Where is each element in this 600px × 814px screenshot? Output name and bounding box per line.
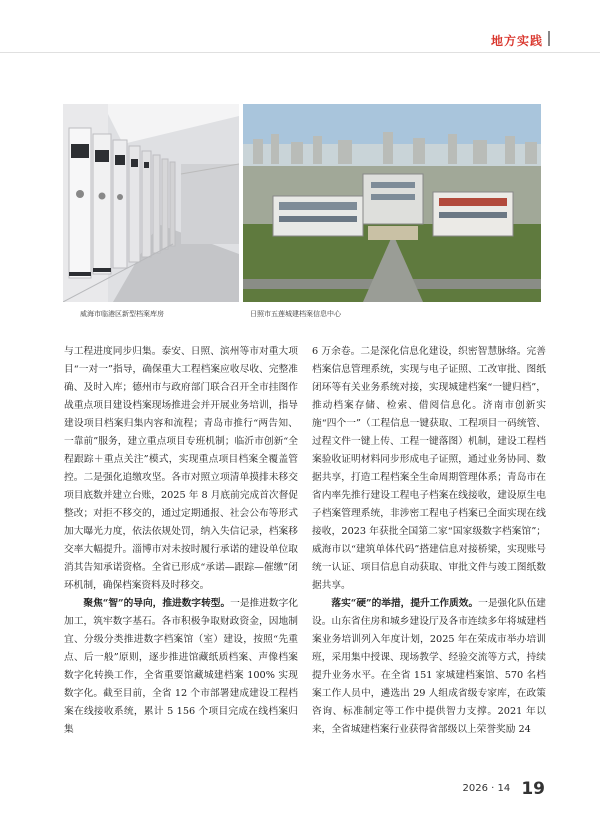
paragraph: 6 万余卷。二是深化信息化建设，织密智慧脉络。完善档案信息管理系统，实现与电子证照、工改审批、图纸闭环等有关业务系统对接，实现城建档案“一键归档”，推动档案存储、检索、借阅信息化。济南市创新实施“四个一”（工程信息一键获取、工程项目一码统管、过程文件一键上传、工程一键落图）机制，建设工程档案验收证明材料同步形成电子证照，通过业务协同、数据共享，打造工程档案全生命周期管理体系；青岛市在省内率先推行建设工程电子档案在线接收，建设原生电子档案管理系统，非涉密工程电子档案已全面实现在线接收，2023 年获批全国第二家“国家级数字档案馆”；威海市以“建筑单体代码”搭建信息对接桥梁，实现账号统一认证、项目信息自动获取、审批文件与竣工图纸数据共享。 [312, 346, 546, 591]
paragraph-body: 一是强化队伍建设。山东省住房和城乡建设厅及各市连续多年将城建档案业务培训列入年度计划，2025 年在荣成市举办培训班，采用集中授课、现场教学、经验交流等方式，持续提升业务水平。在全省 151 家城建档案馆、570 名档案工作人员中，遴选出 29 人组成省级专家库，在政策咨询、标准制定等工作中提供智力支撑。2021 年以来，全省城建档案行业获得省部级以上荣誉奖励 24 [312, 598, 546, 735]
archive-shelves-illustration [63, 104, 239, 302]
page-number: 19 [521, 778, 545, 799]
text-column-left [64, 343, 298, 739]
archive-storage-photo [63, 104, 239, 302]
header-rule [0, 52, 600, 53]
section-divider [548, 31, 550, 46]
paragraph: 与工程进度同步归集。泰安、日照、滨州等市对重大项目“一对一”指导，确保重大工程档案应收尽收、完整准确、及时入库；德州市与政府部门联合召开全市挂图作战重点项目建设档案现场推进会并开展业务培训，指导建设项目档案归集内容和流程；青岛市推行“两告知、一靠前”服务，建立重点项目专班机制；临沂市创新“全程跟踪＋重点关注”模式，实现重点项目档案全覆盖管控。二是强化追缴攻坚。各市对照立项清单摸排未移交项目底数并建立台账，2025 年 8 月底前完成首次督促整改；对拒不移交的，通过定期通报、社会公布等形式加大曝光力度，依法依规处罚，纳入失信记录，档案移交率大幅提升。淄博市对未按时履行承诺的建设单位取消其告知承诺资格。全省已形成“承诺—跟踪—催缴”闭环机制，确保档案资料及时移交。 [64, 346, 298, 591]
paragraph-body: 一是推进数字化加工，筑牢数字基石。各市积极争取财政资金，因地制宜、分级分类推进数字档案馆（室）建设，按照“先重点、后一般”原则，逐步推进馆藏纸质档案、声像档案数字化转换工作，全省重要馆藏城建档案 100% 实现数字化。截至目前，全省 12 个市部署建成建设工程档案在线接收系统，累计 5 156 个项目完成在线档案归集 [64, 598, 298, 735]
photo-caption-left: 威海市临港区新型档案库房 [80, 310, 164, 318]
photo-caption-right: 日照市五莲城建档案信息中心 [250, 310, 341, 318]
page-footer [463, 778, 545, 799]
text-column-right [312, 343, 546, 739]
section-tag: 地方实践 [490, 34, 543, 48]
paragraph [312, 595, 546, 739]
paragraph-lead: 聚焦“智”的导向，推进数字转型。 [83, 598, 231, 609]
paragraph-lead: 落实“硬”的举措，提升工作质效。 [331, 598, 479, 609]
aerial-building-illustration [243, 104, 541, 302]
issue-number: 2026 · 14 [462, 783, 511, 794]
archive-center-aerial-photo [243, 104, 541, 302]
paragraph [64, 595, 298, 739]
